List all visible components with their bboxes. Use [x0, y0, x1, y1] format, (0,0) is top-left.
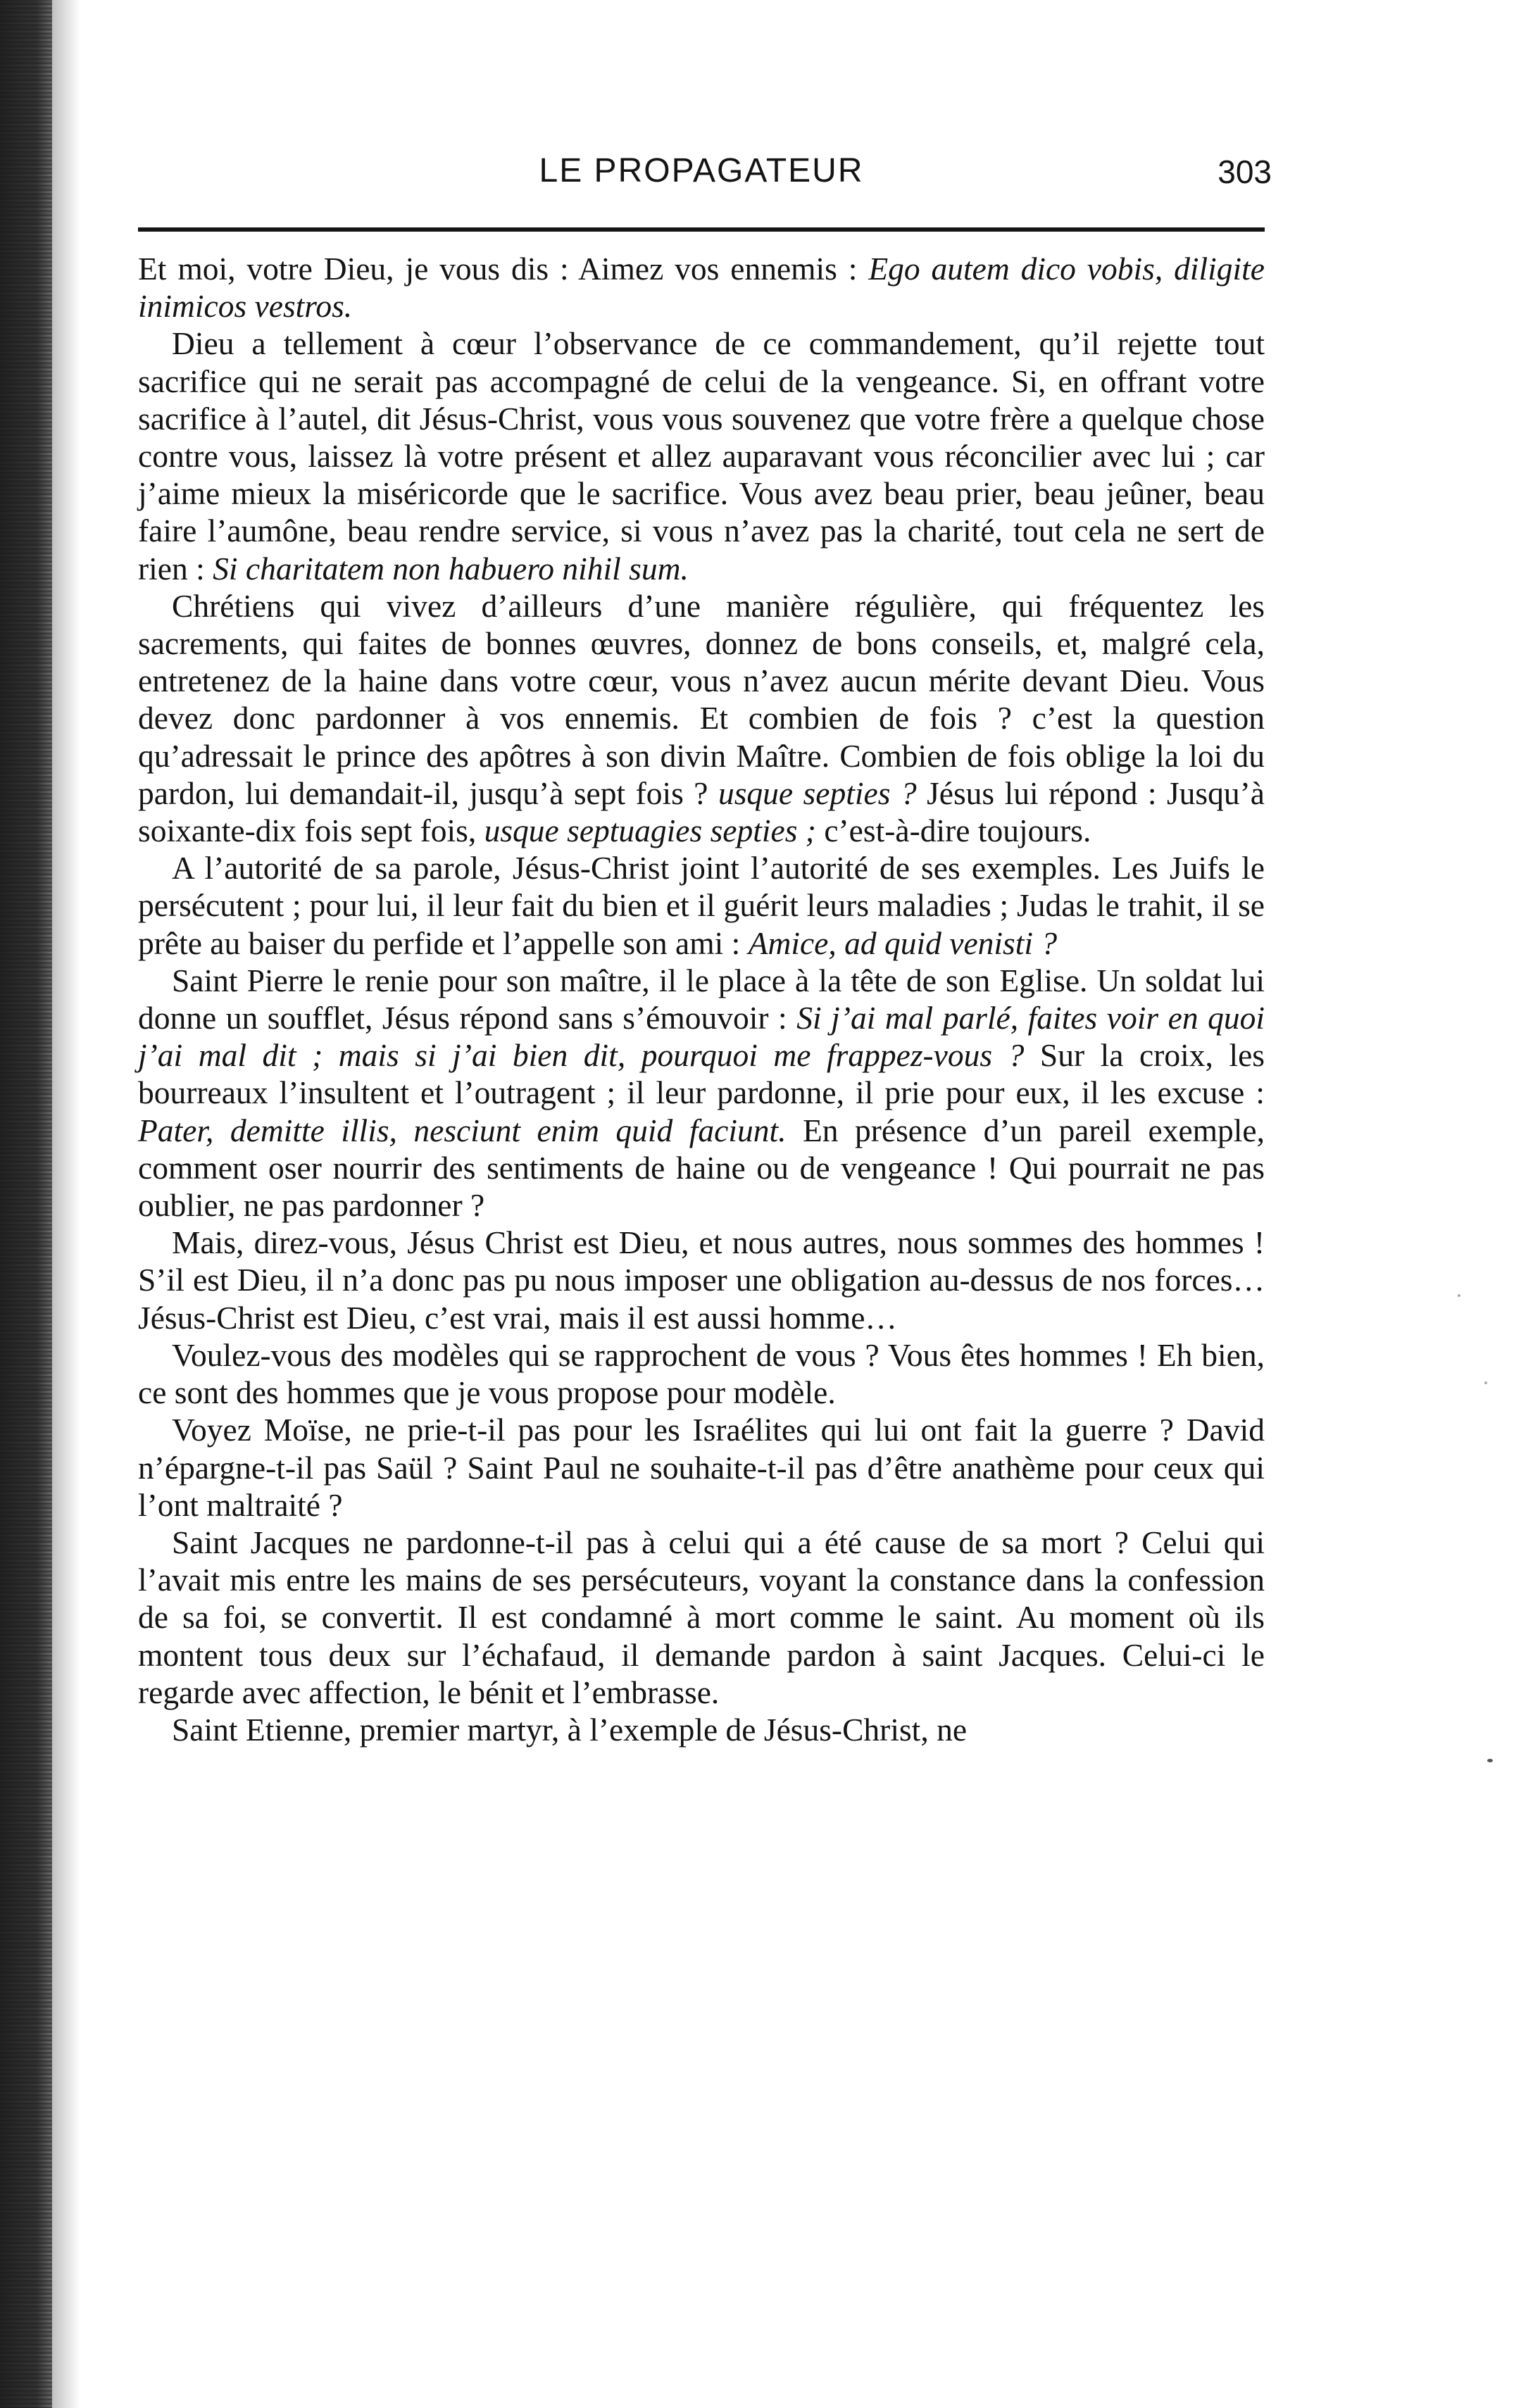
paragraph	[138, 587, 1265, 849]
text-run: Saint Jacques ne pardonne-t-il pas à celui qui a été cause de sa mort ? Celui qui l’avait mis entre les mains de ses persécuteurs, voyant la constance dans la confession de sa foi, se convertit. Il est condamné à mort comme le saint. Au moment où ils montent tous deux sur l’échafaud, il demande pardon à saint Jacques. Celui-ci le regarde avec affection, le bénit et l’embrasse.	[138, 1524, 1265, 1710]
header-rule	[138, 227, 1265, 232]
latin-quote: Ego autem dico vobis, diligite inimicos vestros.	[138, 251, 1265, 325]
paragraph	[138, 1224, 1265, 1336]
latin-quote: usque septuagies septies ;	[484, 813, 816, 849]
text-run: Et moi, votre Dieu, je vous dis : Aimez vos ennemis :	[138, 251, 869, 287]
text-run: Voulez-vous des modèles qui se rapprochent de vous ? Vous êtes hommes ! Eh bien, ce sont des hommes que je vous propose pour modèle.	[138, 1336, 1265, 1411]
paragraph	[138, 962, 1265, 1224]
page-number: 303	[1218, 153, 1272, 190]
latin-quote: usque septies ?	[718, 775, 917, 811]
text-run: Saint Etienne, premier martyr, à l’exemple de Jésus-Christ, ne	[172, 1711, 968, 1748]
paper-speck	[1484, 1381, 1487, 1384]
text-run: Chrétiens qui vivez d’ailleurs d’une manière régulière, qui fréquentez les sacrements, qui faites de bonnes œuvres, donnez de bons conseils, et, malgré cela, entretenez de la haine dans votre cœur, vous n’avez aucun mérite devant Dieu. Vous devez donc pardonner à vos ennemis. Et combien de fois ? c’est la question qu’adressait le prince des apôtres à son divin Maître. Combien de fois oblige la loi du pardon, lui demandait-il, jusqu’à sept fois ?	[138, 587, 1265, 811]
paragraph	[138, 1524, 1265, 1711]
paragraph	[138, 250, 1265, 325]
text-run: Jésus lui répond : Jusqu’à soixante-dix fois sept fois,	[138, 775, 1265, 849]
text-run: En présence d’un pareil exemple, comment oser nourrir des sentiments de haine ou de vengeance ! Qui pourrait ne pas oublier, ne pas pardonner ?	[138, 1112, 1265, 1224]
text-run: Voyez Moïse, ne prie-t-il pas pour les Israélites qui lui ont fait la guerre ? David n’épargne-t-il pas Saül ? Saint Paul ne souhaite-t-il pas d’être anathème pour ceux qui l’ont maltraité ?	[138, 1412, 1265, 1523]
running-head	[138, 151, 1272, 201]
paragraph	[138, 325, 1265, 587]
text-run: Dieu a tellement à cœur l’observance de ce commandement, qu’il rejette tout sacrifice qui ne serait pas accompagné de celui de la vengeance. Si, en offrant votre sacrifice à l’autel, dit Jésus-Christ, vous vous souvenez que votre frère a quelque chose contre vous, laissez là votre présent et allez auparavant vous réconcilier avec lui ; car j’aime mieux la miséricorde que le sacrifice. Vous avez beau prier, beau jeûner, beau faire l’aumône, beau rendre service, si vous n’avez pas la charité, tout cela ne sert de rien :	[138, 325, 1265, 587]
text-run: A l’autorité de sa parole, Jésus-Christ joint l’autorité de ses exemples. Les Juifs le persécutent ; pour lui, il leur fait du bien et il guérit leurs maladies ; Judas le trahit, il se prête au baiser du perfide et l’appelle son ami :	[138, 850, 1265, 961]
book-page	[138, 151, 1272, 1748]
paragraph	[138, 849, 1265, 962]
text-run: c’est-à-dire toujours.	[815, 813, 1091, 849]
latin-quote: Pater, demitte illis, nesciunt enim quid faciunt.	[138, 1112, 787, 1148]
paragraph	[138, 1336, 1265, 1411]
latin-quote: Si charitatem non habuero nihil sum.	[213, 550, 689, 587]
text-run: Saint Pierre le renie pour son maître, il le place à la tête de son Eglise. Un soldat lui donne un soufflet, Jésus répond sans s’émouvoir :	[138, 962, 1265, 1036]
paper-speck	[1487, 1759, 1493, 1762]
text-run: Mais, direz-vous, Jésus Christ est Dieu, et nous autres, nous sommes des hommes ! S’il est Dieu, il n’a donc pas pu nous imposer une obligation au-dessus de nos forces… Jésus-Christ est Dieu, c’est vrai, mais il est aussi homme…	[138, 1224, 1265, 1336]
page-binding-edge	[0, 0, 52, 2408]
text-run: Sur la croix, les bourreaux l’insultent et l’outragent ; il leur pardonne, il prie pour eux, il les excuse :	[138, 1037, 1265, 1111]
latin-quote: Amice, ad quid venisti ?	[748, 924, 1058, 961]
body-text	[138, 250, 1265, 1748]
paragraph	[138, 1711, 1265, 1748]
paper-speck	[1458, 1294, 1460, 1297]
italic-quote: Si j’ai mal parlé, faites voir en quoi j’ai mal dit ; mais si j’ai bien dit, pourquoi me frappez-vous ?	[138, 1000, 1265, 1074]
running-title: LE PROPAGATEUR	[539, 152, 864, 189]
paragraph	[138, 1411, 1265, 1524]
